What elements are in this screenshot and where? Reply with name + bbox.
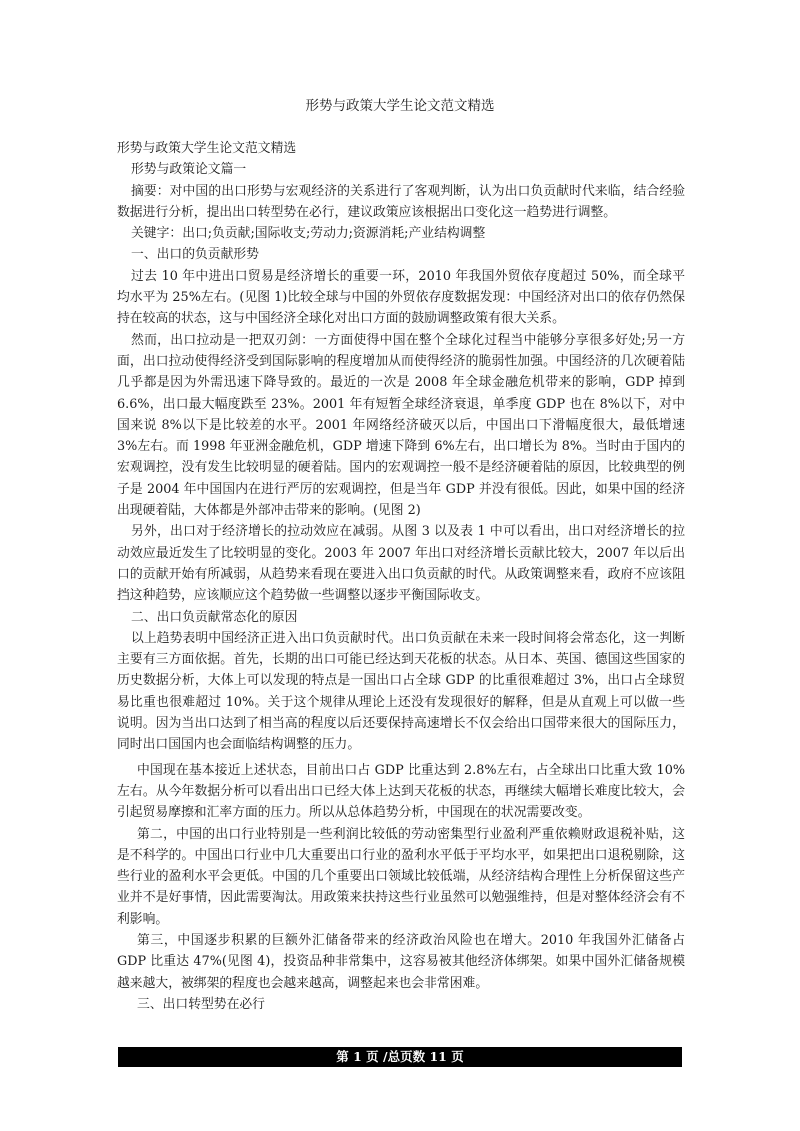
paragraph: 三、出口转型势在必行 bbox=[137, 996, 265, 1012]
paragraph: 形势与政策论文篇一 bbox=[131, 162, 247, 178]
paragraph: 一、出口的负贡献形势 bbox=[131, 247, 259, 263]
paragraph: 形势与政策大学生论文范文精选 bbox=[117, 141, 297, 156]
paragraph: 关键字：出口;负贡献;国际收支;劳动力;资源消耗;产业结构调整 bbox=[131, 226, 486, 242]
paragraph: 以上趋势表明中国经济正进入出口负贡献时代。出口负贡献在未来一段时间将会常态化，这一判断主要有三方面依据。首先，长期的出口可能已经达到天花板的状态。从日本、英国、德国这些国家的历史数据分析，大体上可以发现的特点是一国出口占全球 GDP 的比重很难超过 3%，出口占全球贸易比重也很难超过 10%。关于这个规律从理论上还没有发现很好的解释，但是从直观上可以做一些说明。因为当出口达到了相当高的程度以后还要保持高速增长不仅会给出口国带来很大的国际压力，同时出口国国内也会面临结构调整的压力。 bbox=[117, 630, 685, 753]
page-footer: 第 1 页 /总页数 11 页 bbox=[118, 1047, 682, 1067]
paragraph: 二、出口负贡献常态化的原因 bbox=[131, 609, 298, 625]
paragraph: 第二，中国的出口行业特别是一些利润比较低的劳动密集型行业盈利严重依赖财政退税补贴，这是不科学的。中国出口行业中几大重要出口行业的盈利水平低于平均水平，如果把出口退税剔除，这些行业的盈利水平会更低。中国的几个重要出口领域比较低端，从经济结构合理性上分析保留这些产业并不是好事情，因此需要淘汰。用政策来扶持这些行业虽然可以勉强维持，但是对整体经济会有不利影响。 bbox=[117, 826, 685, 927]
paragraph: 另外，出口对于经济增长的拉动效应在减弱。从图 3 以及表 1 中可以看出，出口对经济增长的拉动效应最近发生了比较明显的变化。2003 年 2007 年出口对经济增长贡献比较大，2007 年以后出口的贡献开始有所减弱，从趋势来看现在要进入出口负贡献的时代。从政策调整来看，政府不应该阻挡这种趋势，应该顺应这个趋势做一些调整以逐步平衡国际收支。 bbox=[117, 524, 685, 604]
paragraph: 然而，出口拉动是一把双刃剑：一方面使得中国在整个全球化过程当中能够分享很多好处;另一方面，出口拉动使得经济受到国际影响的程度增加从而使得经济的脆弱性加强。中国经济的几次硬着陆几乎都是因为外需迅速下降导致的。最近的一次是 2008 年全球金融危机带来的影响，GDP 掉到 6.6%，出口最大幅度跌至 23%。2001 年有短暂全球经济衰退，单季度 GDP 也在 8%以下，对中国来说 8%以下是比较差的水平。2001 年网络经济破灭以后，中国出口下滑幅度很大，最低增速 3%左右。而 1998 年亚洲金融危机，GDP 增速下降到 6%左右，出口增长为 8%。当时由于国内的宏观调控，没有发生比较明显的硬着陆。国内的宏观调控一般不是经济硬着陆的原因，比较典型的例子是 2004 年中国国内在进行严厉的宏观调控，但是当年 GDP 并没有很低。因此，如果中国的经济出现硬着陆，大体都是外部冲击带来的影响。(见图 2) bbox=[117, 332, 685, 519]
paragraph: 第三，中国逐步积累的巨额外汇储备带来的经济政治风险也在增大。2010 年我国外汇储备占 GDP 比重达 47%(见图 4)，投资品种非常集中，这容易被其他经济体绑架。如果中国外汇储备规模越来越大，被绑架的程度也会越来越高，调整起来也会非常困难。 bbox=[117, 932, 685, 991]
paragraph: 中国现在基本接近上述状态，目前出口占 GDP 比重达到 2.8%左右，占全球出口比重大致 10%左右。从今年数据分析可以看出出口已经大体上达到天花板的状态，再继续大幅增长难度比较大，会引起贸易摩擦和汇率方面的压力。所以从总体趋势分析，中国现在的状况需要改变。 bbox=[117, 762, 685, 821]
document-title: 形势与政策大学生论文范文精选 bbox=[305, 98, 495, 114]
paragraph: 过去 10 年中进出口贸易是经济增长的重要一环，2010 年我国外贸依存度超过 50%，而全球平均水平为 25%左右。(见图 1)比较全球与中国的外贸依存度数据发现：中国经济对出口的依存仍然保持在较高的状态，这与中国经济全球化对出口方面的鼓励调整政策有很大关系。 bbox=[117, 268, 685, 327]
document-body bbox=[117, 138, 685, 1015]
paragraph: 摘要：对中国的出口形势与宏观经济的关系进行了客观判断，认为出口负贡献时代来临，结合经验数据进行分析，提出出口转型势在必行，建议政策应该根据出口变化这一趋势进行调整。 bbox=[117, 183, 685, 220]
